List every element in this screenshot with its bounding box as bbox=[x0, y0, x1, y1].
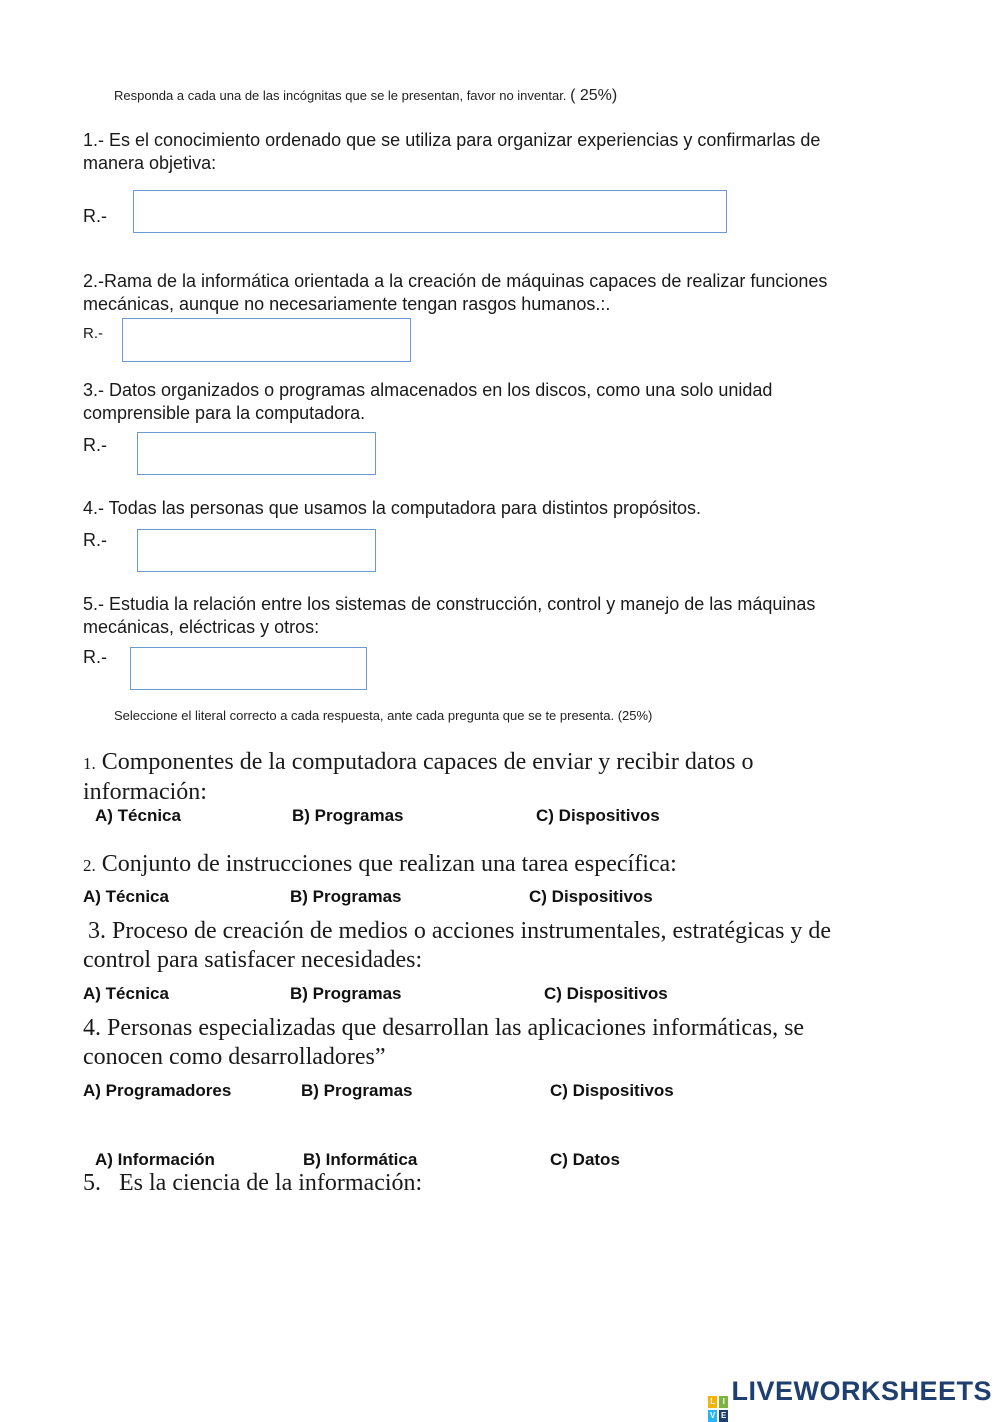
answer-input-1[interactable] bbox=[133, 190, 727, 233]
section1-percent: ( 25%) bbox=[570, 87, 618, 104]
question-5: 5.- Estudia la relación entre los sistemas de construcción, control y manejo de las máquinas mecánicas, eléctricas y otros: bbox=[83, 594, 816, 637]
mc-question-4: 4. Personas especializadas que desarrollan las aplicaciones informáticas, se conocen como desarrolladores” bbox=[83, 1015, 805, 1070]
answer-label-1: R.- bbox=[83, 206, 107, 226]
answer-input-3[interactable] bbox=[137, 432, 376, 475]
mc-question-2: 2. Conjunto de instrucciones que realizan una tarea específica: bbox=[83, 851, 677, 877]
answer-input-2[interactable] bbox=[122, 318, 411, 362]
mc4-option-c[interactable]: C) Dispositivos bbox=[550, 1081, 674, 1100]
mc5-option-b[interactable]: B) Informática bbox=[303, 1150, 418, 1169]
mc4-option-b[interactable]: B) Programas bbox=[301, 1081, 413, 1100]
section2-instruction: Seleccione el literal correcto a cada respuesta, ante cada pregunta que se te presenta. (25%) bbox=[114, 708, 653, 723]
mc3-option-c[interactable]: C) Dispositivos bbox=[544, 984, 668, 1003]
mc-question-5: 5. Es la ciencia de la información: bbox=[83, 1170, 423, 1196]
section1-instruction: Responda a cada una de las incógnitas que se le presentan, favor no inventar. ( 25%) bbox=[114, 87, 618, 104]
mc-question-1: 1. Componentes de la computadora capaces de enviar y recibir datos o información: bbox=[83, 749, 754, 805]
liveworksheets-icon: L I V E bbox=[710, 1397, 727, 1420]
question-1: 1.- Es el conocimiento ordenado que se utiliza para organizar experiencias y confirmarlas de manera objetiva: bbox=[83, 130, 821, 173]
brand-name: LIVEWORKSHEETS bbox=[731, 1376, 992, 1406]
answer-label-5: R.- bbox=[83, 647, 107, 667]
mc4-option-a[interactable]: A) Programadores bbox=[83, 1081, 232, 1100]
mc5-option-a[interactable]: A) Información bbox=[95, 1150, 215, 1169]
answer-label-2: R.- bbox=[83, 325, 103, 342]
liveworksheets-logo bbox=[708, 1376, 992, 1422]
mc3-option-a[interactable]: A) Técnica bbox=[83, 984, 169, 1003]
mc-question-3: 3. Proceso de creación de medios o acciones instrumentales, estratégicas y de control para satisfacer necesidades: bbox=[83, 918, 832, 973]
mc1-option-b[interactable]: B) Programas bbox=[292, 806, 404, 825]
mc1-option-c[interactable]: C) Dispositivos bbox=[536, 806, 660, 825]
answer-input-4[interactable] bbox=[137, 529, 376, 572]
mc2-option-c[interactable]: C) Dispositivos bbox=[529, 887, 653, 906]
mc2-option-a[interactable]: A) Técnica bbox=[83, 887, 169, 906]
question-2: 2.-Rama de la informática orientada a la creación de máquinas capaces de realizar funciones mecánicas, aunque no necesariamente tengan rasgos humanos.:. bbox=[83, 271, 828, 314]
answer-label-4: R.- bbox=[83, 530, 107, 550]
answer-label-3: R.- bbox=[83, 435, 107, 455]
question-3: 3.- Datos organizados o programas almacenados en los discos, como una solo unidad comprensible para la computadora. bbox=[83, 380, 773, 423]
question-4: 4.- Todas las personas que usamos la computadora para distintos propósitos. bbox=[83, 498, 702, 518]
answer-input-5[interactable] bbox=[130, 647, 367, 690]
mc2-option-b[interactable]: B) Programas bbox=[290, 887, 402, 906]
mc3-option-b[interactable]: B) Programas bbox=[290, 984, 402, 1003]
mc1-option-a[interactable]: A) Técnica bbox=[95, 806, 181, 825]
mc5-option-c[interactable]: C) Datos bbox=[550, 1150, 620, 1169]
